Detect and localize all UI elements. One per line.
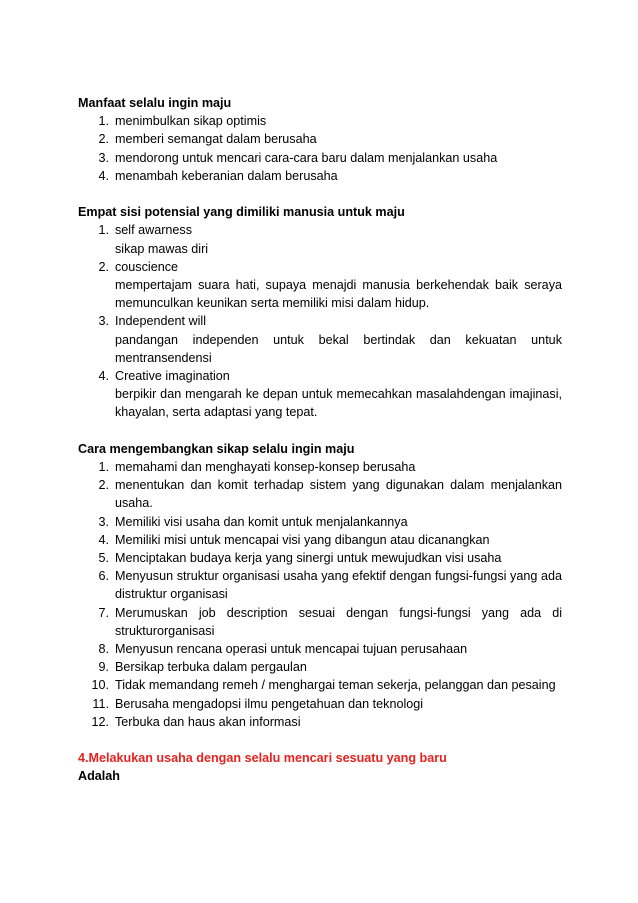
item-text: Berusaha mengadopsi ilmu pengetahuan dan teknologi: [115, 696, 424, 711]
item-text: menambah keberanian dalam berusaha: [115, 168, 338, 183]
section-heading: Cara mengembangkan sikap selalu ingin maju: [78, 441, 355, 456]
list-item: [78, 513, 562, 531]
item-number: 4.: [98, 369, 109, 384]
list-item: [78, 112, 562, 130]
item-title: self awarness: [115, 223, 192, 238]
list-item: [78, 258, 562, 313]
list-item: [78, 531, 562, 549]
item-text: Menciptakan budaya kerja yang sinergi untuk mewujudkan visi usaha: [115, 551, 502, 566]
section-manfaat: [78, 94, 562, 185]
numbered-list: [78, 221, 562, 421]
item-number: 3.: [98, 150, 109, 165]
item-number: 10.: [91, 678, 109, 693]
list-item: [78, 167, 562, 185]
item-description: pandangan independen untuk bekal bertindak dan kekuatan untuk mentransendensi: [115, 332, 562, 365]
section-heading: Manfaat selalu ingin maju: [78, 96, 232, 110]
list-item: [78, 604, 562, 640]
item-number: 2.: [98, 132, 109, 147]
item-description: berpikir dan mengarah ke depan untuk memecahkan masalahdengan imajinasi, khayalan, serta adaptasi yang tepat.: [115, 387, 562, 420]
item-text: Terbuka dan haus akan informasi: [115, 714, 301, 729]
item-number: 7.: [98, 605, 109, 620]
item-description: mempertajam suara hati, supaya menajdi manusia berkehendak baik seraya memunculkan keunikan serta memiliki misi dalam hidup.: [115, 278, 562, 311]
list-item: [78, 221, 562, 257]
list-item: [78, 658, 562, 676]
item-text: Tidak memandang remeh / menghargai teman sekerja, pelanggan dan pesaing: [115, 678, 556, 693]
item-text: memberi semangat dalam berusaha: [115, 132, 317, 147]
item-text: Bersikap terbuka dalam pergaulan: [115, 660, 307, 675]
list-item: [78, 695, 562, 713]
item-number: 2.: [98, 478, 109, 493]
list-item: [78, 149, 562, 167]
section-empat-sisi: [78, 203, 562, 421]
item-number: 9.: [98, 660, 109, 675]
item-description: sikap mawas diri: [115, 241, 209, 256]
section-heading: Empat sisi potensial yang dimiliki manusia untuk maju: [78, 205, 405, 220]
item-number: 12.: [91, 714, 109, 729]
item-number: 4.: [98, 532, 109, 547]
list-item: [78, 640, 562, 658]
numbered-list: [78, 112, 562, 185]
item-number: 3.: [98, 314, 109, 329]
list-item: [78, 676, 562, 694]
item-number: 5.: [98, 551, 109, 566]
list-item: [78, 567, 562, 603]
item-number: 6.: [98, 569, 109, 584]
item-number: 1.: [98, 223, 109, 238]
section-cara-mengembangkan: [78, 440, 562, 731]
item-text: Merumuskan job description sesuai dengan fungsi-fungsi yang ada di strukturorganisasi: [115, 605, 562, 638]
item-text: Memiliki visi usaha dan komit untuk menjalankannya: [115, 514, 408, 529]
list-item: [78, 130, 562, 148]
item-number: 1.: [98, 114, 109, 129]
item-title: Creative imagination: [115, 369, 230, 384]
list-item: [78, 713, 562, 731]
item-number: 2.: [98, 259, 109, 274]
item-title: Independent will: [115, 314, 207, 329]
item-text: Menyusun struktur organisasi usaha yang efektif dengan fungsi-fungsi yang ada distruktur organisasi: [115, 569, 562, 602]
item-text: menimbulkan sikap optimis: [115, 114, 267, 129]
item-number: 11.: [92, 696, 109, 711]
list-item: [78, 549, 562, 567]
section-melakukan-usaha: [78, 749, 562, 785]
item-number: 4.: [98, 168, 109, 183]
item-text: Memiliki misi untuk mencapai visi yang dibangun atau dicanangkan: [115, 532, 490, 547]
list-item: [78, 312, 562, 367]
document-page: [78, 94, 562, 786]
list-item: [78, 476, 562, 512]
numbered-list: [78, 458, 562, 731]
list-item: [78, 458, 562, 476]
item-number: 8.: [98, 642, 109, 657]
item-text: menentukan dan komit terhadap sistem yang digunakan dalam menjalankan usaha.: [115, 478, 562, 511]
item-text: mendorong untuk mencari cara-cara baru dalam menjalankan usaha: [115, 150, 498, 165]
section-heading-red: 4.Melakukan usaha dengan selalu mencari sesuatu yang baru: [78, 751, 447, 766]
item-number: 1.: [98, 460, 109, 475]
item-title: couscience: [115, 259, 179, 274]
item-number: 3.: [98, 514, 109, 529]
item-text: memahami dan menghayati konsep-konsep berusaha: [115, 460, 416, 475]
item-text: Menyusun rencana operasi untuk mencapai tujuan perusahaan: [115, 642, 468, 657]
subheading: Adalah: [78, 769, 120, 784]
list-item: [78, 367, 562, 422]
